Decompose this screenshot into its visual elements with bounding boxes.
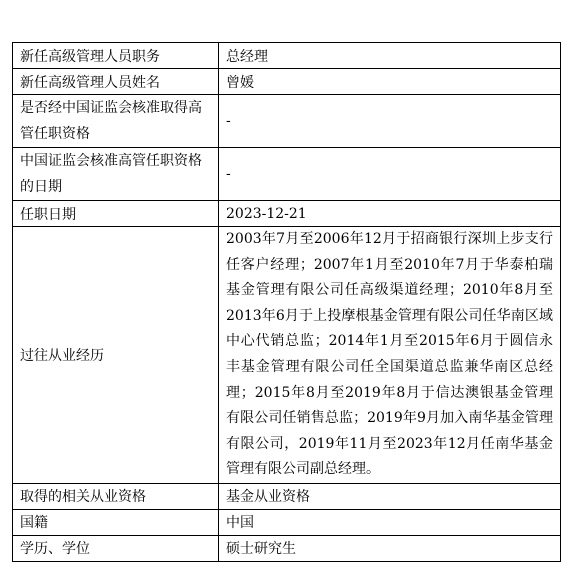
row-nationality: [13, 509, 561, 535]
label-qualification: 取得的相关从业资格: [13, 483, 219, 509]
label-csrc-approved: 是否经中国证监会核准取得高管任职资格: [13, 95, 219, 148]
label-csrc-approval-date: 中国证监会核准高管任职资格的日期: [13, 148, 219, 201]
row-csrc-approval-date: [13, 148, 561, 201]
value-name: 曾媛: [219, 69, 561, 95]
label-position: 新任高级管理人员职务: [13, 43, 219, 69]
value-csrc-approved: -: [219, 95, 561, 148]
label-education: 学历、学位: [13, 535, 219, 561]
row-work-experience: [13, 227, 561, 484]
value-nationality: 中国: [219, 509, 561, 535]
value-csrc-approval-date: -: [219, 148, 561, 201]
label-start-date: 任职日期: [13, 201, 219, 227]
value-qualification: 基金从业资格: [219, 483, 561, 509]
row-position: [13, 43, 561, 69]
label-work-experience: 过往从业经历: [13, 227, 219, 484]
row-start-date: [13, 201, 561, 227]
executive-info-table: [12, 42, 561, 562]
row-csrc-approved: [13, 95, 561, 148]
label-nationality: 国籍: [13, 509, 219, 535]
value-start-date: 2023-12-21: [219, 201, 561, 227]
label-name: 新任高级管理人员姓名: [13, 69, 219, 95]
value-position: 总经理: [219, 43, 561, 69]
value-work-experience: 2003年7月至2006年12月于招商银行深圳上步支行任客户经理；2007年1月至2010年7月于华泰柏瑞基金管理有限公司任高级渠道经理；2010年8月至2013年6月于上投摩根基金管理有限公司任华南区域中心代销总监；2014年1月至2015年6月于圆信永丰基金管理有限公司任全国渠道总监兼华南区总经理；2015年8月至2019年8月于信达澳银基金管理有限公司任销售总监；2019年9月加入南华基金管理有限公司，2019年11月至2023年12月任南华基金管理有限公司副总经理。: [219, 227, 561, 484]
row-name: [13, 69, 561, 95]
value-education: 硕士研究生: [219, 535, 561, 561]
row-education: [13, 535, 561, 561]
row-qualification: [13, 483, 561, 509]
